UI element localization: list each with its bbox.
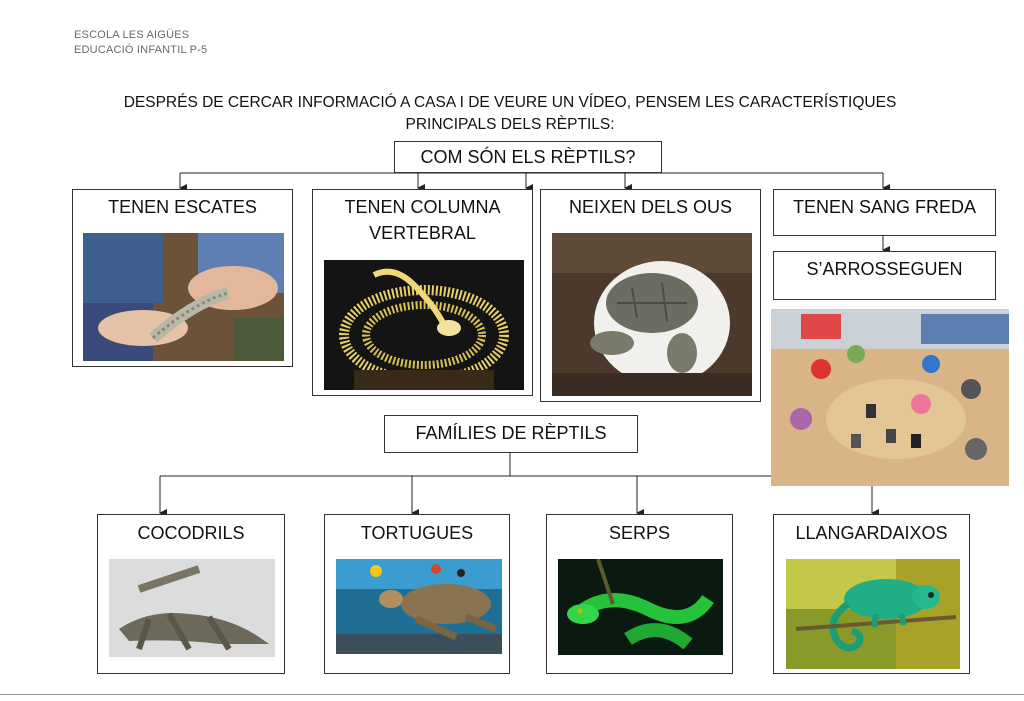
- card-cold-blood-label: TENEN SANG FREDA: [792, 197, 977, 217]
- family-snakes: [546, 514, 733, 674]
- snake-photo: [558, 559, 723, 655]
- family-crocodiles-label: COCODRILS: [137, 523, 245, 543]
- intro-line-1: DESPRÉS DE CERCAR INFORMACIÓ A CASA I DE VEURE UN VÍDEO, PENSEM LES CARACTERÍSTIQUES: [123, 94, 897, 111]
- question-label: COM SÓN ELS RÈPTILS?: [420, 147, 636, 167]
- snake-skeleton-photo: [324, 260, 524, 390]
- family-crocodiles: [97, 514, 285, 674]
- chameleon-photo: [786, 559, 960, 669]
- family-snakes-label: SERPS: [608, 523, 671, 543]
- card-cold-blood: [773, 189, 996, 236]
- card-spine-label-1: TENEN COLUMNA: [344, 197, 501, 217]
- question-box: [394, 141, 662, 173]
- page-bottom-rule: [0, 694, 1024, 695]
- turtle-photo: [336, 559, 502, 654]
- card-spine-label-2: VERTEBRAL: [369, 223, 476, 243]
- children-lizard-photo: [83, 233, 284, 361]
- card-spine: [312, 189, 533, 396]
- card-crawl: [773, 251, 996, 300]
- card-scales-label: TENEN ESCATES: [108, 197, 257, 217]
- card-crawl-label: S’ARROSSEGUEN: [806, 259, 963, 279]
- family-lizards: [773, 514, 970, 674]
- classroom-photo: [771, 309, 1009, 486]
- crocodile-photo: [109, 559, 275, 657]
- card-eggs-label: NEIXEN DELS OUS: [568, 197, 733, 217]
- family-turtles: [324, 514, 510, 674]
- turtle-hatching-photo: [552, 233, 752, 396]
- families-title-label: FAMÍLIES DE RÈPTILS: [415, 423, 607, 443]
- intro-line-2: PRINCIPALS DELS RÈPTILS:: [405, 116, 615, 133]
- school-name: ESCOLA LES AIGÜES: [74, 29, 190, 41]
- family-turtles-label: TORTUGUES: [360, 523, 474, 543]
- family-lizards-label: LLANGARDAIXOS: [795, 523, 948, 543]
- card-eggs: [540, 189, 761, 402]
- families-title-box: [384, 415, 638, 453]
- school-level: EDUCACIÓ INFANTIL P-5: [74, 44, 208, 56]
- card-scales: [72, 189, 293, 367]
